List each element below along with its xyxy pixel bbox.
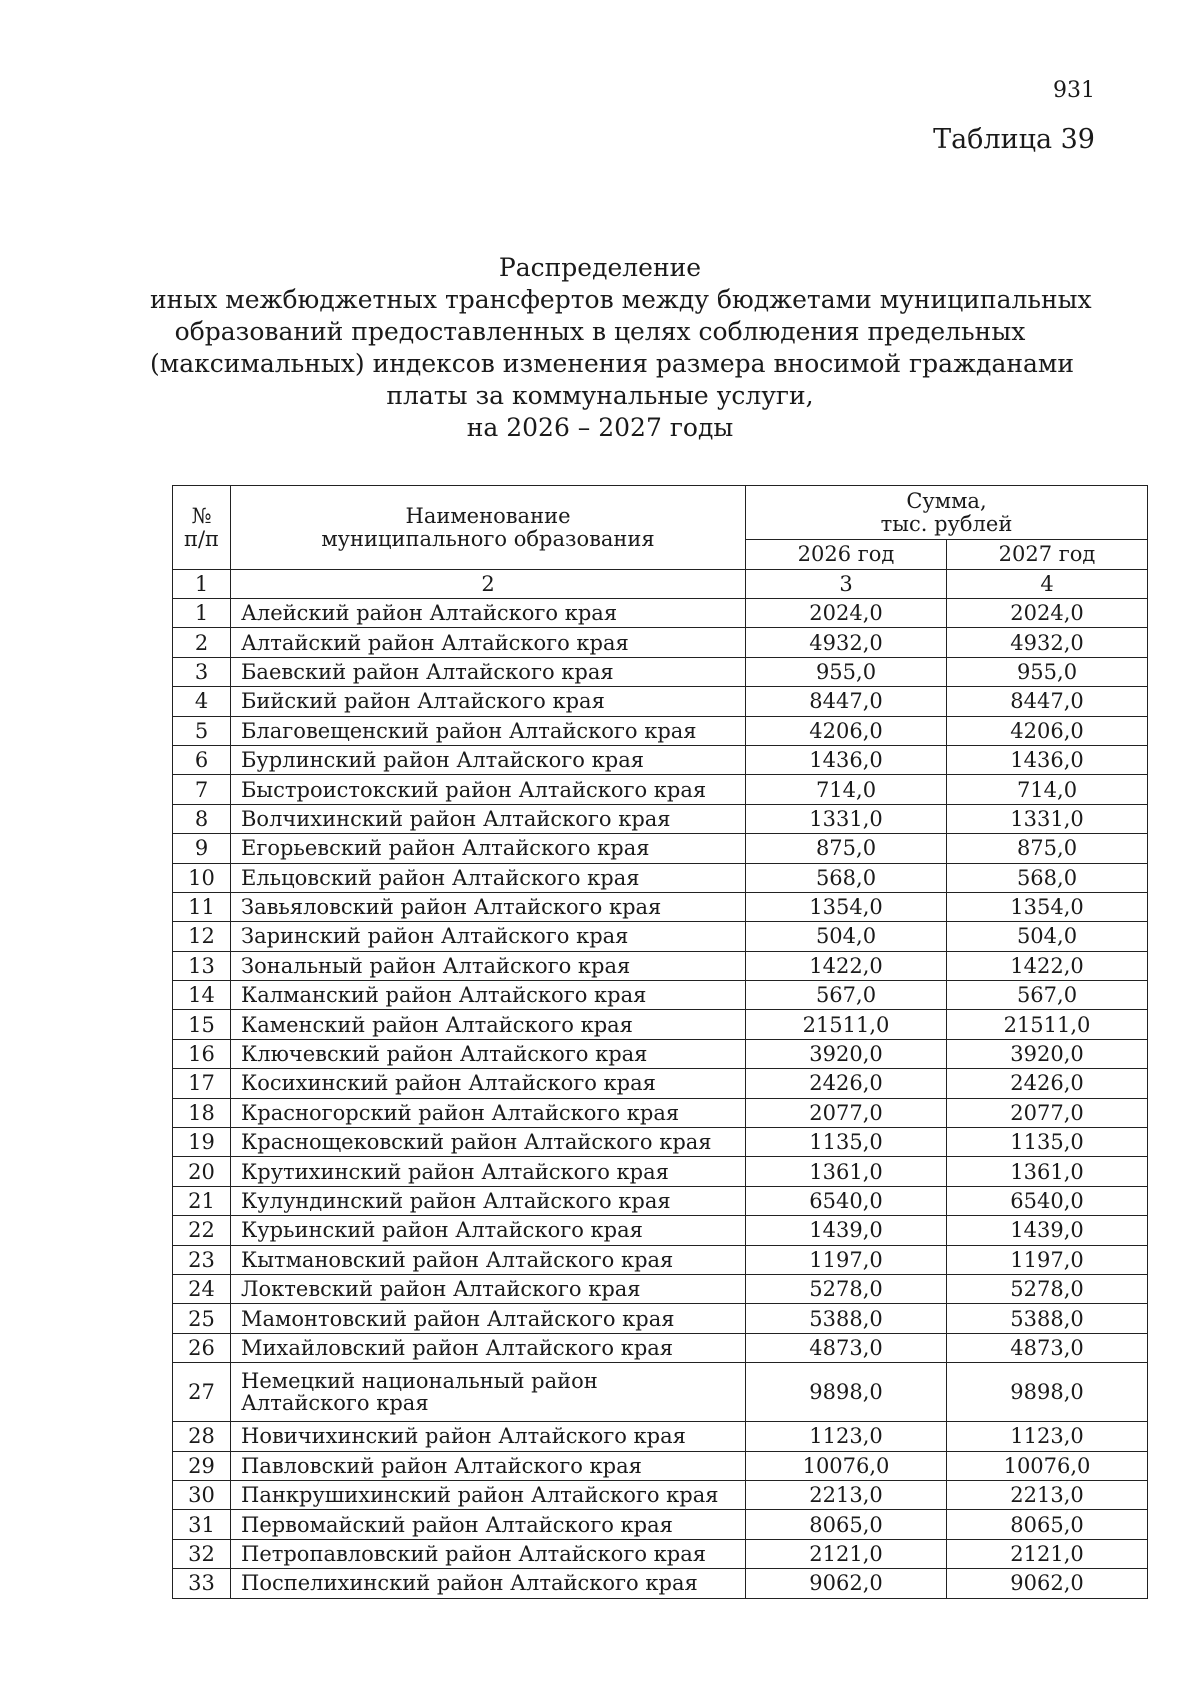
amount-2026: 4873,0: [746, 1333, 947, 1362]
amount-2027: 9898,0: [947, 1363, 1148, 1422]
amount-2026: 3920,0: [746, 1039, 947, 1068]
table-row: [173, 863, 1148, 892]
table-row: [173, 1510, 1148, 1539]
amount-2027: 21511,0: [947, 1010, 1148, 1039]
row-number: 11: [173, 892, 231, 921]
amount-2027: 1439,0: [947, 1216, 1148, 1245]
column-index: 2: [231, 570, 746, 599]
amount-2026: 5278,0: [746, 1274, 947, 1303]
row-number: 19: [173, 1128, 231, 1157]
header-sum: [746, 486, 1148, 540]
row-number: 9: [173, 834, 231, 863]
row-number: 24: [173, 1274, 231, 1303]
row-number: 6: [173, 745, 231, 774]
municipality-name: Бурлинский район Алтайского края: [231, 745, 746, 774]
amount-2027: 2213,0: [947, 1480, 1148, 1509]
table-row: [173, 657, 1148, 686]
municipality-name: Кулундинский район Алтайского края: [231, 1186, 746, 1215]
municipality-name: Алейский район Алтайского края: [231, 599, 746, 628]
table-row: [173, 1333, 1148, 1362]
municipality-name: Петропавловский район Алтайского края: [231, 1539, 746, 1568]
amount-2026: 714,0: [746, 775, 947, 804]
municipality-name-line: Алтайского края: [241, 1391, 429, 1416]
amount-2027: 2121,0: [947, 1539, 1148, 1568]
municipality-name: Новичихинский район Алтайского края: [231, 1422, 746, 1451]
table-row: [173, 922, 1148, 951]
amount-2026: 567,0: [746, 981, 947, 1010]
amount-2026: 1361,0: [746, 1157, 947, 1186]
table-row: [173, 1245, 1148, 1274]
municipality-name: Алтайский район Алтайского края: [231, 628, 746, 657]
municipality-name: Ключевский район Алтайского края: [231, 1039, 746, 1068]
row-number: 33: [173, 1569, 231, 1598]
title-line: платы за коммунальные услуги,: [386, 381, 814, 410]
amount-2027: 1361,0: [947, 1157, 1148, 1186]
amount-2027: 6540,0: [947, 1186, 1148, 1215]
amount-2027: 4873,0: [947, 1333, 1148, 1362]
row-number: 3: [173, 657, 231, 686]
row-number: 12: [173, 922, 231, 951]
amount-2027: 4932,0: [947, 628, 1148, 657]
municipality-name: Егорьевский район Алтайского края: [231, 834, 746, 863]
amount-2026: 2121,0: [746, 1539, 947, 1568]
table-row: [173, 1010, 1148, 1039]
amount-2027: 2024,0: [947, 599, 1148, 628]
header-name-line2: муниципального образования: [321, 526, 655, 551]
row-number: 16: [173, 1039, 231, 1068]
row-number: 20: [173, 1157, 231, 1186]
table-row: [173, 775, 1148, 804]
municipality-name: Благовещенский район Алтайского края: [231, 716, 746, 745]
municipality-name: Косихинский район Алтайского края: [231, 1069, 746, 1098]
municipality-name: Каменский район Алтайского края: [231, 1010, 746, 1039]
amount-2027: 10076,0: [947, 1451, 1148, 1480]
table-row: [173, 1274, 1148, 1303]
table-row: [173, 1451, 1148, 1480]
amount-2026: 504,0: [746, 922, 947, 951]
table-row: [173, 1157, 1148, 1186]
amount-2026: 4206,0: [746, 716, 947, 745]
amount-2027: 1422,0: [947, 951, 1148, 980]
row-number: 26: [173, 1333, 231, 1362]
municipality-name: Краснощековский район Алтайского края: [231, 1128, 746, 1157]
row-number: 30: [173, 1480, 231, 1509]
table-row: [173, 804, 1148, 833]
amount-2026: 21511,0: [746, 1010, 947, 1039]
header-year-2027: 2027 год: [947, 540, 1148, 570]
row-number: 15: [173, 1010, 231, 1039]
amount-2026: 2426,0: [746, 1069, 947, 1098]
municipality-name: Курьинский район Алтайского края: [231, 1216, 746, 1245]
header-number: [173, 486, 231, 570]
amount-2027: 955,0: [947, 657, 1148, 686]
row-number: 28: [173, 1422, 231, 1451]
row-number: 18: [173, 1098, 231, 1127]
municipality-name: Михайловский район Алтайского края: [231, 1333, 746, 1362]
municipality-name: Панкрушихинский район Алтайского края: [231, 1480, 746, 1509]
amount-2027: 2077,0: [947, 1098, 1148, 1127]
amount-2026: 955,0: [746, 657, 947, 686]
column-index: 1: [173, 570, 231, 599]
municipality-name: Быстроистокский район Алтайского края: [231, 775, 746, 804]
municipality-name: Крутихинский район Алтайского края: [231, 1157, 746, 1186]
table-row: [173, 1216, 1148, 1245]
header-sum-line2: тыс. рублей: [880, 511, 1013, 536]
amount-2027: 3920,0: [947, 1039, 1148, 1068]
amount-2026: 4932,0: [746, 628, 947, 657]
municipality-name: Мамонтовский район Алтайского края: [231, 1304, 746, 1333]
amount-2027: 1197,0: [947, 1245, 1148, 1274]
row-number: 5: [173, 716, 231, 745]
municipality-name: Бийский район Алтайского края: [231, 687, 746, 716]
municipality-name: Ельцовский район Алтайского края: [231, 863, 746, 892]
amount-2026: 1123,0: [746, 1422, 947, 1451]
row-number: 10: [173, 863, 231, 892]
amount-2027: 8065,0: [947, 1510, 1148, 1539]
amount-2026: 1436,0: [746, 745, 947, 774]
row-number: 14: [173, 981, 231, 1010]
row-number: 2: [173, 628, 231, 657]
page-number: 931: [1053, 78, 1095, 103]
table-row: [173, 892, 1148, 921]
title-line: Распределение: [498, 253, 702, 282]
table-row: [173, 745, 1148, 774]
header-number-line1: №: [191, 504, 212, 529]
row-number: 29: [173, 1451, 231, 1480]
municipality-name: Зональный район Алтайского края: [231, 951, 746, 980]
amount-2026: 9898,0: [746, 1363, 947, 1422]
row-number: 23: [173, 1245, 231, 1274]
amount-2027: 1331,0: [947, 804, 1148, 833]
amount-2026: 1422,0: [746, 951, 947, 980]
row-number: 27: [173, 1363, 231, 1422]
table-row: [173, 1480, 1148, 1509]
row-number: 8: [173, 804, 231, 833]
header-year-2026: 2026 год: [746, 540, 947, 570]
amount-2027: 875,0: [947, 834, 1148, 863]
municipality-name: Калманский район Алтайского края: [231, 981, 746, 1010]
table-row: [173, 1569, 1148, 1598]
municipality-name: Баевский район Алтайского края: [231, 657, 746, 686]
amount-2027: 568,0: [947, 863, 1148, 892]
amount-2027: 5278,0: [947, 1274, 1148, 1303]
municipality-name-line: Немецкий национальный район: [241, 1369, 598, 1394]
amount-2027: 1354,0: [947, 892, 1148, 921]
amount-2027: 504,0: [947, 922, 1148, 951]
row-number: 25: [173, 1304, 231, 1333]
amount-2026: 8447,0: [746, 687, 947, 716]
amount-2027: 2426,0: [947, 1069, 1148, 1098]
table-row: [173, 1186, 1148, 1215]
amount-2027: 8447,0: [947, 687, 1148, 716]
title-line: иных межбюджетных трансфертов между бюджетами муниципальных: [150, 285, 1092, 314]
distribution-table: [172, 485, 1148, 1599]
amount-2027: 5388,0: [947, 1304, 1148, 1333]
amount-2027: 4206,0: [947, 716, 1148, 745]
amount-2027: 1135,0: [947, 1128, 1148, 1157]
amount-2026: 1439,0: [746, 1216, 947, 1245]
document-title: [150, 252, 1092, 444]
amount-2027: 1436,0: [947, 745, 1148, 774]
row-number: 4: [173, 687, 231, 716]
municipality-name: Кытмановский район Алтайского края: [231, 1245, 746, 1274]
header-name: [231, 486, 746, 570]
municipality-name: Заринский район Алтайского края: [231, 922, 746, 951]
municipality-name: Завьяловский район Алтайского края: [231, 892, 746, 921]
row-number: 17: [173, 1069, 231, 1098]
amount-2027: 9062,0: [947, 1569, 1148, 1598]
amount-2026: 2077,0: [746, 1098, 947, 1127]
table-row: [173, 1304, 1148, 1333]
header-name-line1: Наименование: [405, 504, 571, 529]
amount-2026: 5388,0: [746, 1304, 947, 1333]
title-line: на 2026 – 2027 годы: [466, 413, 734, 442]
row-number: 22: [173, 1216, 231, 1245]
municipality-name: Павловский район Алтайского края: [231, 1451, 746, 1480]
amount-2026: 2024,0: [746, 599, 947, 628]
table-row: [173, 1128, 1148, 1157]
row-number: 21: [173, 1186, 231, 1215]
amount-2026: 1197,0: [746, 1245, 947, 1274]
municipality-name: Локтевский район Алтайского края: [231, 1274, 746, 1303]
municipality-name: [231, 1363, 746, 1422]
table-row: [173, 1539, 1148, 1568]
table-row: [173, 628, 1148, 657]
municipality-name: Волчихинский район Алтайского края: [231, 804, 746, 833]
table-row: [173, 1363, 1148, 1422]
table-label: Таблица 39: [933, 124, 1095, 155]
row-number: 13: [173, 951, 231, 980]
amount-2026: 2213,0: [746, 1480, 947, 1509]
row-number: 1: [173, 599, 231, 628]
table-row: [173, 687, 1148, 716]
municipality-name: Поспелихинский район Алтайского края: [231, 1569, 746, 1598]
table-row: [173, 1422, 1148, 1451]
column-index: 4: [947, 570, 1148, 599]
column-index-row: [173, 570, 1148, 599]
table-row: [173, 951, 1148, 980]
table-row: [173, 1039, 1148, 1068]
header-sum-line1: Сумма,: [906, 489, 987, 514]
amount-2026: 10076,0: [746, 1451, 947, 1480]
column-index: 3: [746, 570, 947, 599]
amount-2026: 8065,0: [746, 1510, 947, 1539]
municipality-name: Красногорский район Алтайского края: [231, 1098, 746, 1127]
amount-2027: 567,0: [947, 981, 1148, 1010]
table-row: [173, 716, 1148, 745]
amount-2026: 568,0: [746, 863, 947, 892]
row-number: 32: [173, 1539, 231, 1568]
header-number-line2: п/п: [183, 526, 220, 551]
municipality-name: Первомайский район Алтайского края: [231, 1510, 746, 1539]
amount-2026: 9062,0: [746, 1569, 947, 1598]
table-row: [173, 1069, 1148, 1098]
table-row: [173, 981, 1148, 1010]
row-number: 7: [173, 775, 231, 804]
amount-2027: 1123,0: [947, 1422, 1148, 1451]
amount-2026: 875,0: [746, 834, 947, 863]
amount-2027: 714,0: [947, 775, 1148, 804]
amount-2026: 1354,0: [746, 892, 947, 921]
row-number: 31: [173, 1510, 231, 1539]
table-row: [173, 1098, 1148, 1127]
title-line: образований предоставленных в целях соблюдения предельных: [174, 317, 1026, 346]
amount-2026: 6540,0: [746, 1186, 947, 1215]
table-row: [173, 599, 1148, 628]
table-row: [173, 834, 1148, 863]
amount-2026: 1331,0: [746, 804, 947, 833]
title-line: (максимальных) индексов изменения размера вносимой гражданами: [150, 349, 1075, 378]
amount-2026: 1135,0: [746, 1128, 947, 1157]
